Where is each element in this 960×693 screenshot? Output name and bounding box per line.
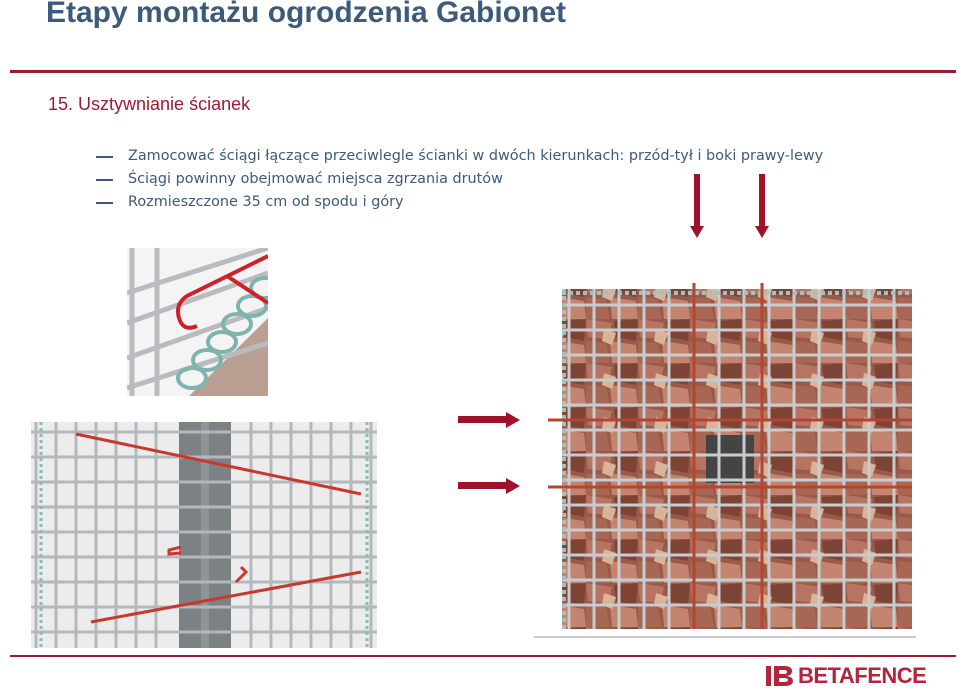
logo-text: BETAFENCE bbox=[798, 663, 927, 688]
list-item: Zamocować ściągi łączące przeciwlegle ścianki w dwóch kierunkach: przód-tył i boki prawy-lewy bbox=[96, 147, 823, 170]
list-item: Rozmieszczone 35 cm od spodu i góry bbox=[96, 193, 823, 216]
bottom-divider bbox=[10, 655, 956, 657]
betafence-logo bbox=[766, 663, 927, 688]
page-title: Etapy montażu ogrodzenia Gabionet bbox=[46, 0, 567, 29]
section-heading: 15. Usztywnianie ścianek bbox=[48, 94, 251, 114]
top-divider bbox=[10, 70, 956, 73]
arrow-right-icon bbox=[458, 412, 520, 428]
front-view-gabion-image bbox=[534, 275, 916, 641]
side-view-mesh-image bbox=[31, 422, 377, 648]
arrow-down-icon bbox=[755, 174, 769, 238]
arrow-down-icon bbox=[690, 174, 704, 238]
dash-bullet bbox=[96, 202, 113, 204]
dash-bullet bbox=[96, 156, 113, 158]
dash-bullet bbox=[96, 179, 113, 181]
instruction-list bbox=[96, 147, 823, 216]
arrow-right-icon bbox=[458, 478, 520, 494]
list-item: Ściągi powinny obejmować miejsca zgrzania drutów bbox=[96, 170, 823, 193]
betafence-mark-icon bbox=[766, 665, 794, 687]
coil-joint-closeup-image bbox=[127, 248, 268, 396]
